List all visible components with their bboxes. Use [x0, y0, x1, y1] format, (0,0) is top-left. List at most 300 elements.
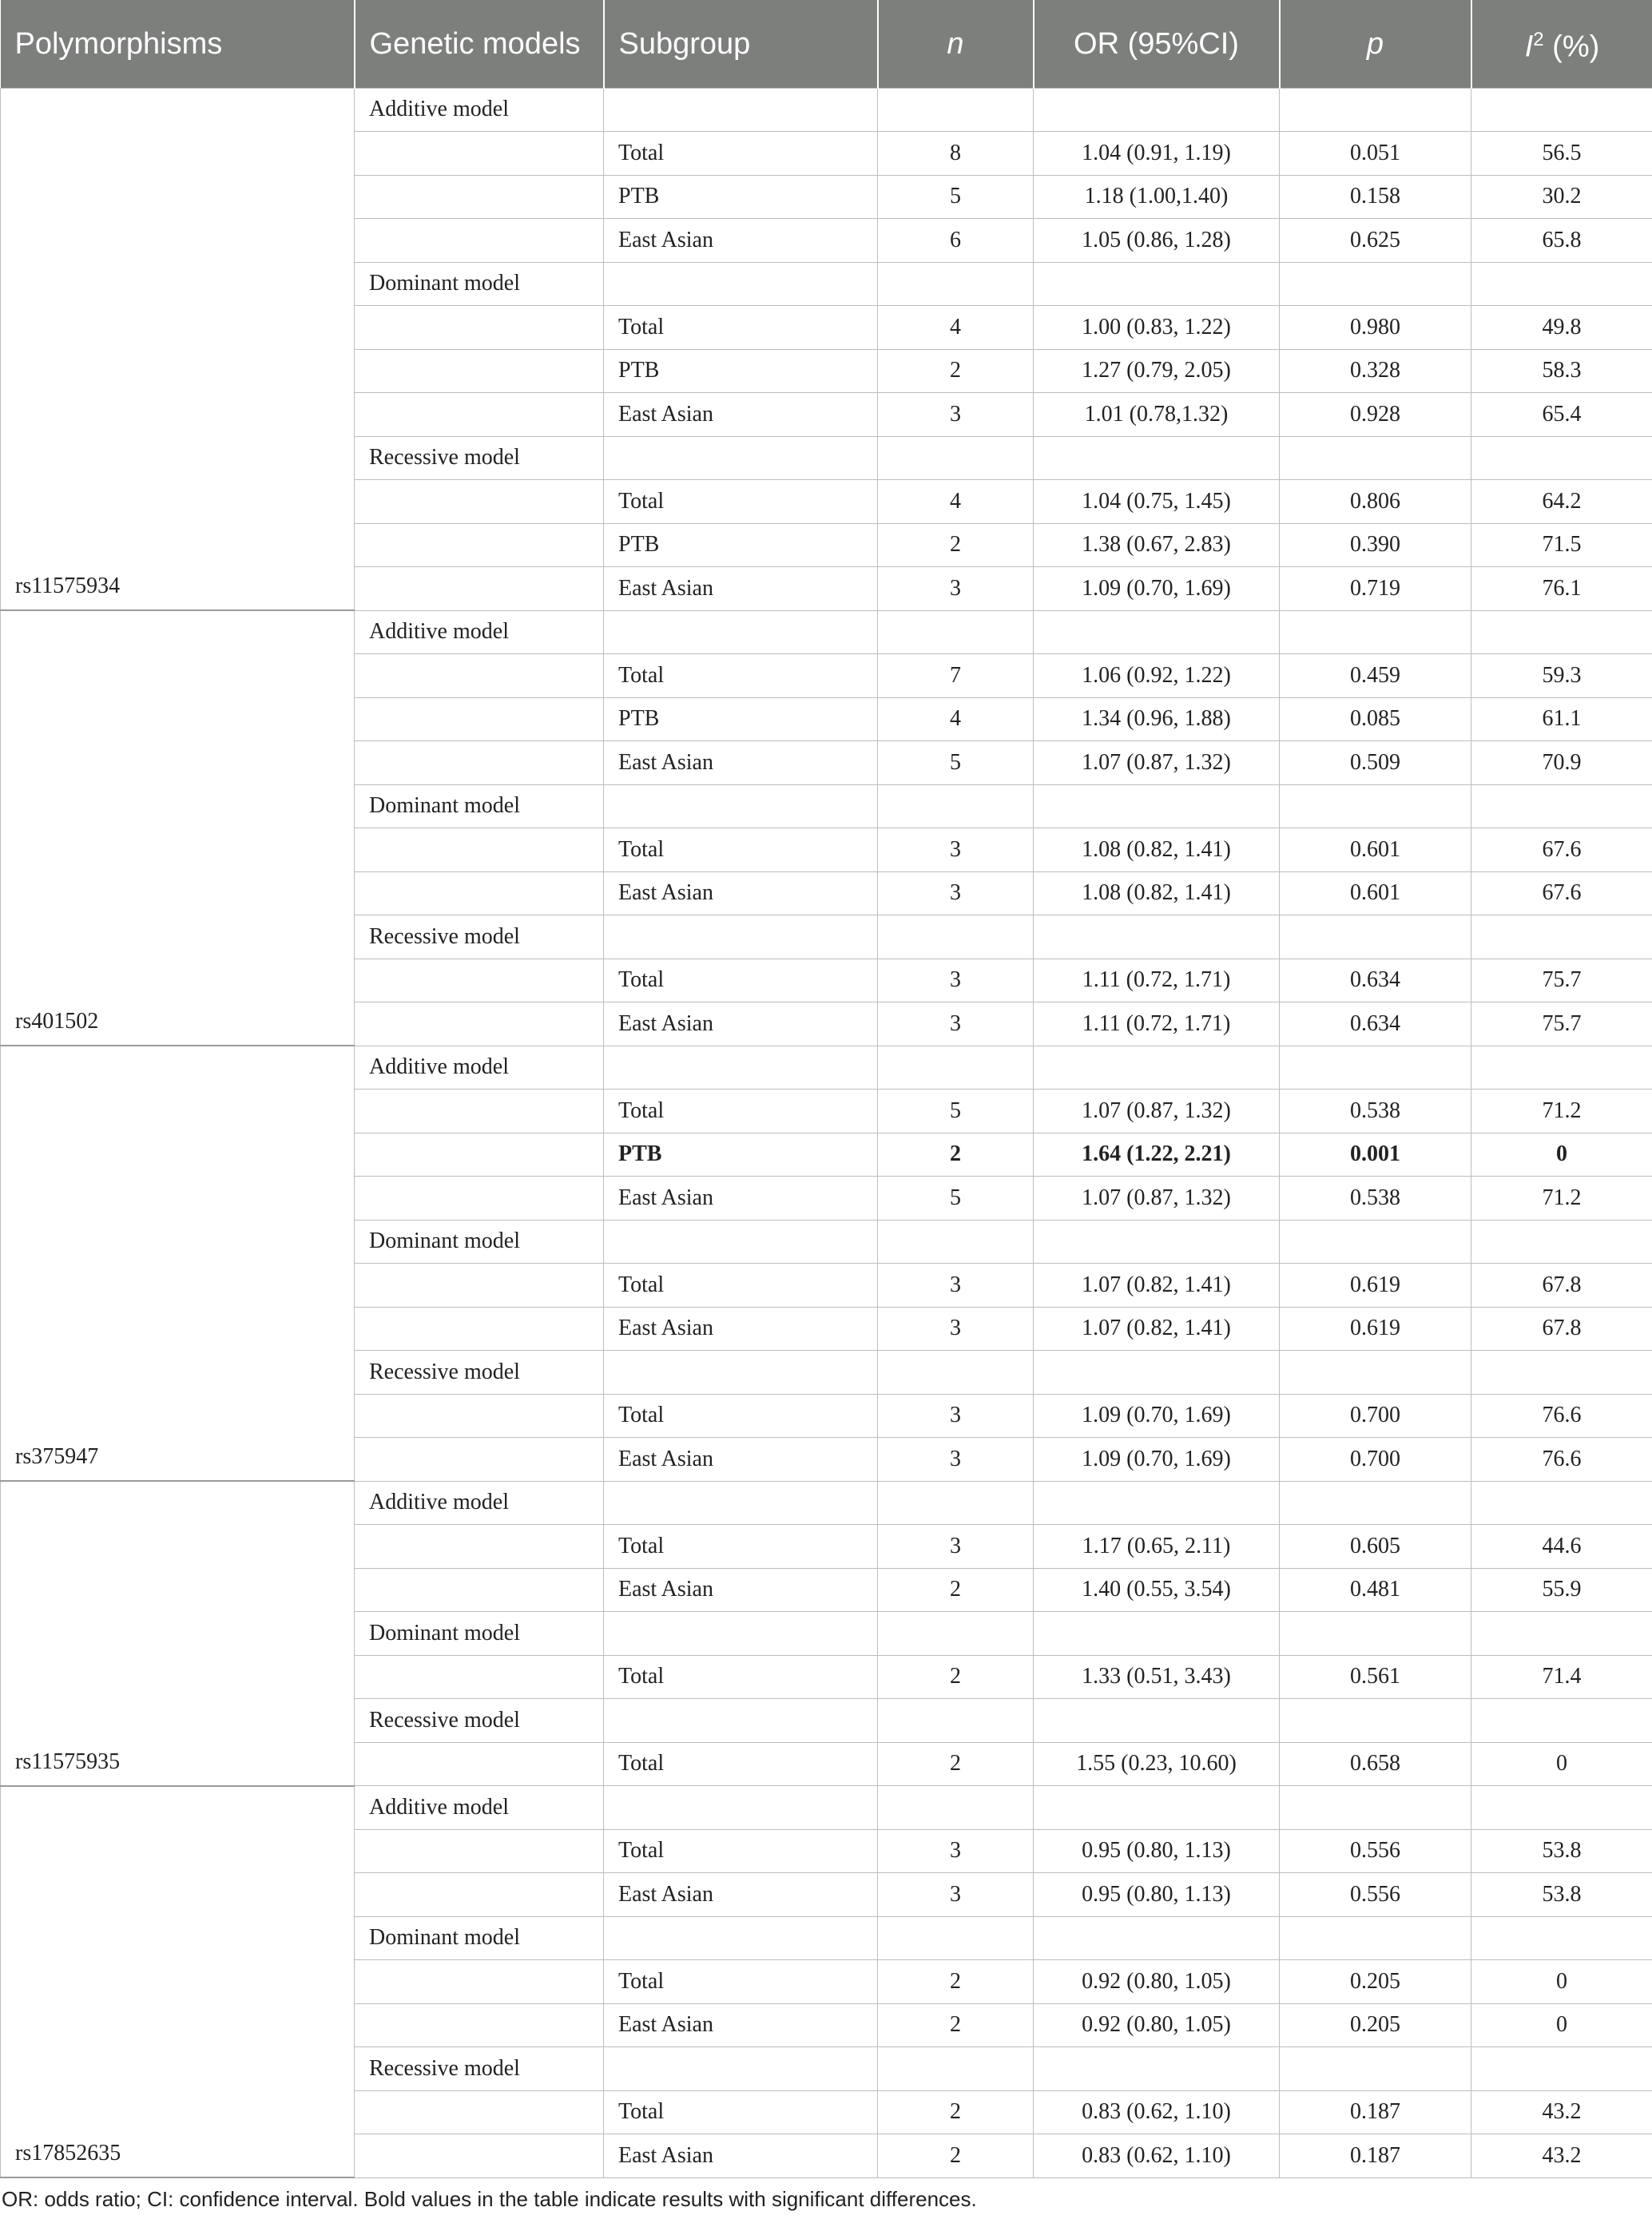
- or-cell: 1.11 (0.72, 1.71): [1034, 1002, 1280, 1046]
- n-cell: 2: [878, 1742, 1034, 1786]
- genetic-model-cell: Dominant model: [355, 262, 604, 306]
- empty-cell: [604, 915, 878, 959]
- n-cell: 5: [878, 1090, 1034, 1133]
- empty-cell: [604, 1916, 878, 1960]
- empty-cell: [355, 2090, 604, 2134]
- empty-cell: [355, 1133, 604, 1177]
- subgroup-cell: East Asian: [604, 1002, 878, 1046]
- or-cell: 1.17 (0.65, 2.11): [1034, 1525, 1280, 1569]
- subgroup-cell: Total: [604, 828, 878, 872]
- n-cell: 3: [878, 828, 1034, 872]
- polymorphism-cell: rs375947: [1, 1046, 355, 1481]
- empty-cell: [355, 132, 604, 176]
- subgroup-cell: East Asian: [604, 1307, 878, 1351]
- subgroup-cell: East Asian: [604, 2003, 878, 2047]
- or-cell: 1.11 (0.72, 1.71): [1034, 959, 1280, 1002]
- empty-cell: [878, 88, 1034, 132]
- empty-cell: [1034, 1916, 1280, 1960]
- genetic-model-cell: Dominant model: [355, 1916, 604, 1960]
- empty-cell: [1034, 88, 1280, 132]
- i2-cell: 71.5: [1471, 523, 1652, 567]
- n-cell: 3: [878, 1873, 1034, 1917]
- n-cell: 2: [878, 1655, 1034, 1699]
- empty-cell: [1280, 88, 1471, 132]
- p-cell: 0.619: [1280, 1307, 1471, 1351]
- n-cell: 3: [878, 567, 1034, 611]
- empty-cell: [1471, 1612, 1652, 1656]
- empty-cell: [355, 1090, 604, 1133]
- subgroup-cell: East Asian: [604, 567, 878, 611]
- empty-cell: [1471, 1220, 1652, 1264]
- n-cell: 2: [878, 1568, 1034, 1612]
- genetic-model-cell: Recessive model: [355, 1699, 604, 1743]
- empty-cell: [1471, 915, 1652, 959]
- subgroup-cell: Total: [604, 2090, 878, 2134]
- i2-cell: 67.8: [1471, 1264, 1652, 1308]
- or-cell: 1.08 (0.82, 1.41): [1034, 871, 1280, 915]
- genetic-model-cell: Recessive model: [355, 436, 604, 480]
- p-cell: 0.605: [1280, 1525, 1471, 1569]
- empty-cell: [355, 1394, 604, 1438]
- genetic-model-cell: Additive model: [355, 88, 604, 132]
- i2-cell: 64.2: [1471, 480, 1652, 524]
- empty-cell: [1471, 88, 1652, 132]
- or-cell: 1.07 (0.87, 1.32): [1034, 1090, 1280, 1133]
- p-cell: 0.601: [1280, 871, 1471, 915]
- empty-cell: [1034, 915, 1280, 959]
- polymorphism-cell: rs11575934: [1, 88, 355, 610]
- empty-cell: [878, 1481, 1034, 1525]
- genetic-model-cell: Recessive model: [355, 1351, 604, 1395]
- i2-cell: 0: [1471, 1133, 1652, 1177]
- n-cell: 3: [878, 1264, 1034, 1308]
- subgroup-cell: East Asian: [604, 393, 878, 437]
- subgroup-cell: Total: [604, 1264, 878, 1308]
- i2-cell: 65.4: [1471, 393, 1652, 437]
- empty-cell: [1034, 784, 1280, 828]
- empty-cell: [878, 436, 1034, 480]
- n-cell: 3: [878, 1394, 1034, 1438]
- i2-cell: 43.2: [1471, 2134, 1652, 2178]
- empty-cell: [1034, 436, 1280, 480]
- empty-cell: [355, 1177, 604, 1221]
- genetic-model-cell: Recessive model: [355, 2047, 604, 2091]
- empty-cell: [1471, 1916, 1652, 1960]
- header-p: [1280, 0, 1471, 88]
- n-cell: 6: [878, 219, 1034, 263]
- i2-cell: 67.6: [1471, 828, 1652, 872]
- or-cell: 1.34 (0.96, 1.88): [1034, 697, 1280, 741]
- empty-cell: [355, 2003, 604, 2047]
- n-cell: 3: [878, 1002, 1034, 1046]
- genetic-model-cell: Additive model: [355, 610, 604, 654]
- empty-cell: [355, 480, 604, 524]
- p-cell: 0.051: [1280, 132, 1471, 176]
- p-cell: 0.390: [1280, 523, 1471, 567]
- empty-cell: [355, 567, 604, 611]
- empty-cell: [355, 1742, 604, 1786]
- header-or: OR (95%CI): [1034, 0, 1280, 88]
- empty-cell: [355, 828, 604, 872]
- or-cell: 1.40 (0.55, 3.54): [1034, 1568, 1280, 1612]
- or-cell: 1.07 (0.82, 1.41): [1034, 1264, 1280, 1308]
- or-cell: 1.06 (0.92, 1.22): [1034, 654, 1280, 698]
- n-cell: 2: [878, 2090, 1034, 2134]
- empty-cell: [878, 1612, 1034, 1656]
- empty-cell: [604, 1351, 878, 1395]
- empty-cell: [878, 610, 1034, 654]
- p-cell: 0.806: [1280, 480, 1471, 524]
- subgroup-cell: PTB: [604, 1133, 878, 1177]
- n-cell: 2: [878, 1133, 1034, 1177]
- empty-cell: [1034, 610, 1280, 654]
- p-cell: 0.538: [1280, 1177, 1471, 1221]
- genetic-model-cell: Additive model: [355, 1046, 604, 1090]
- empty-cell: [1280, 1220, 1471, 1264]
- or-cell: 1.64 (1.22, 2.21): [1034, 1133, 1280, 1177]
- empty-cell: [355, 393, 604, 437]
- empty-cell: [878, 1046, 1034, 1090]
- header-genetic-models: Genetic models: [355, 0, 604, 88]
- n-cell: 4: [878, 697, 1034, 741]
- polymorphism-cell: rs401502: [1, 610, 355, 1046]
- model-row: [1, 610, 1652, 654]
- empty-cell: [878, 2047, 1034, 2091]
- or-cell: 1.38 (0.67, 2.83): [1034, 523, 1280, 567]
- p-cell: 0.658: [1280, 1742, 1471, 1786]
- i2-cell: 49.8: [1471, 306, 1652, 350]
- i2-cell: 0: [1471, 1742, 1652, 1786]
- empty-cell: [604, 1046, 878, 1090]
- subgroup-cell: PTB: [604, 349, 878, 393]
- genetic-model-cell: Additive model: [355, 1481, 604, 1525]
- empty-cell: [1034, 1612, 1280, 1656]
- empty-cell: [1471, 1699, 1652, 1743]
- or-cell: 1.07 (0.87, 1.32): [1034, 1177, 1280, 1221]
- header-p-label: p: [1366, 26, 1384, 61]
- n-cell: 3: [878, 959, 1034, 1002]
- n-cell: 4: [878, 306, 1034, 350]
- empty-cell: [355, 1307, 604, 1351]
- i2-cell: 75.7: [1471, 1002, 1652, 1046]
- i2-cell: 0: [1471, 2003, 1652, 2047]
- subgroup-cell: East Asian: [604, 871, 878, 915]
- or-cell: 1.07 (0.87, 1.32): [1034, 741, 1280, 785]
- empty-cell: [604, 1786, 878, 1830]
- i2-cell: 44.6: [1471, 1525, 1652, 1569]
- empty-cell: [604, 610, 878, 654]
- empty-cell: [355, 175, 604, 219]
- header-i2-unit: (%): [1543, 30, 1600, 65]
- subgroup-cell: East Asian: [604, 1177, 878, 1221]
- or-cell: 0.92 (0.80, 1.05): [1034, 1960, 1280, 2004]
- polymorphism-cell: rs11575935: [1, 1481, 355, 1786]
- empty-cell: [604, 88, 878, 132]
- n-cell: 7: [878, 654, 1034, 698]
- empty-cell: [355, 1525, 604, 1569]
- empty-cell: [1034, 1220, 1280, 1264]
- empty-cell: [1280, 262, 1471, 306]
- empty-cell: [1280, 1481, 1471, 1525]
- empty-cell: [1280, 784, 1471, 828]
- p-cell: 0.205: [1280, 2003, 1471, 2047]
- p-cell: 0.001: [1280, 1133, 1471, 1177]
- n-cell: 8: [878, 132, 1034, 176]
- i2-cell: 53.8: [1471, 1829, 1652, 1873]
- table-header: [1, 0, 1652, 88]
- i2-cell: 53.8: [1471, 1873, 1652, 1917]
- n-cell: 3: [878, 871, 1034, 915]
- or-cell: 1.00 (0.83, 1.22): [1034, 306, 1280, 350]
- empty-cell: [1471, 1351, 1652, 1395]
- empty-cell: [604, 2047, 878, 2091]
- empty-cell: [355, 349, 604, 393]
- empty-cell: [878, 915, 1034, 959]
- or-cell: 1.07 (0.82, 1.41): [1034, 1307, 1280, 1351]
- n-cell: 3: [878, 393, 1034, 437]
- p-cell: 0.634: [1280, 959, 1471, 1002]
- or-cell: 1.08 (0.82, 1.41): [1034, 828, 1280, 872]
- subgroup-cell: Total: [604, 1829, 878, 1873]
- p-cell: 0.328: [1280, 349, 1471, 393]
- subgroup-cell: Total: [604, 1090, 878, 1133]
- n-cell: 3: [878, 1307, 1034, 1351]
- empty-cell: [604, 262, 878, 306]
- header-i2-letter: I: [1524, 30, 1534, 65]
- n-cell: 3: [878, 1829, 1034, 1873]
- or-cell: 1.05 (0.86, 1.28): [1034, 219, 1280, 263]
- n-cell: 5: [878, 1177, 1034, 1221]
- subgroup-cell: PTB: [604, 523, 878, 567]
- table-body: [1, 88, 1652, 2177]
- empty-cell: [355, 1438, 604, 1482]
- or-cell: 1.27 (0.79, 2.05): [1034, 349, 1280, 393]
- empty-cell: [355, 1568, 604, 1612]
- empty-cell: [1280, 915, 1471, 959]
- p-cell: 0.601: [1280, 828, 1471, 872]
- empty-cell: [1034, 262, 1280, 306]
- empty-cell: [1280, 610, 1471, 654]
- empty-cell: [355, 871, 604, 915]
- empty-cell: [604, 1220, 878, 1264]
- p-cell: 0.700: [1280, 1438, 1471, 1482]
- empty-cell: [1034, 1699, 1280, 1743]
- polymorphism-cell: rs17852635: [1, 1786, 355, 2178]
- i2-cell: 30.2: [1471, 175, 1652, 219]
- empty-cell: [355, 1655, 604, 1699]
- or-cell: 1.09 (0.70, 1.69): [1034, 567, 1280, 611]
- n-cell: 2: [878, 1960, 1034, 2004]
- subgroup-cell: Total: [604, 306, 878, 350]
- subgroup-cell: East Asian: [604, 1568, 878, 1612]
- p-cell: 0.187: [1280, 2134, 1471, 2178]
- p-cell: 0.459: [1280, 654, 1471, 698]
- i2-cell: 75.7: [1471, 959, 1652, 1002]
- model-row: [1, 88, 1652, 132]
- genetic-model-cell: Dominant model: [355, 1220, 604, 1264]
- i2-cell: 76.6: [1471, 1394, 1652, 1438]
- n-cell: 5: [878, 175, 1034, 219]
- p-cell: 0.719: [1280, 567, 1471, 611]
- header-n: [878, 0, 1034, 88]
- n-cell: 2: [878, 349, 1034, 393]
- empty-cell: [355, 1829, 604, 1873]
- empty-cell: [878, 1786, 1034, 1830]
- empty-cell: [1471, 262, 1652, 306]
- or-cell: 1.09 (0.70, 1.69): [1034, 1394, 1280, 1438]
- empty-cell: [1034, 1046, 1280, 1090]
- p-cell: 0.619: [1280, 1264, 1471, 1308]
- i2-cell: 76.6: [1471, 1438, 1652, 1482]
- i2-cell: 67.8: [1471, 1307, 1652, 1351]
- or-cell: 1.04 (0.75, 1.45): [1034, 480, 1280, 524]
- subgroup-cell: Total: [604, 1960, 878, 2004]
- n-cell: 2: [878, 2134, 1034, 2178]
- empty-cell: [878, 262, 1034, 306]
- empty-cell: [1034, 1481, 1280, 1525]
- i2-cell: 56.5: [1471, 132, 1652, 176]
- empty-cell: [1034, 1351, 1280, 1395]
- empty-cell: [1280, 1351, 1471, 1395]
- i2-cell: 43.2: [1471, 2090, 1652, 2134]
- n-cell: 4: [878, 480, 1034, 524]
- subgroup-cell: Total: [604, 654, 878, 698]
- empty-cell: [878, 1699, 1034, 1743]
- genetic-model-cell: Recessive model: [355, 915, 604, 959]
- empty-cell: [355, 219, 604, 263]
- or-cell: 1.55 (0.23, 10.60): [1034, 1742, 1280, 1786]
- model-row: [1, 1046, 1652, 1090]
- subgroup-cell: PTB: [604, 175, 878, 219]
- empty-cell: [604, 784, 878, 828]
- subgroup-cell: East Asian: [604, 741, 878, 785]
- or-cell: 1.01 (0.78,1.32): [1034, 393, 1280, 437]
- empty-cell: [1034, 2047, 1280, 2091]
- empty-cell: [355, 523, 604, 567]
- i2-cell: 67.6: [1471, 871, 1652, 915]
- empty-cell: [355, 1264, 604, 1308]
- subgroup-cell: East Asian: [604, 2134, 878, 2178]
- n-cell: 2: [878, 2003, 1034, 2047]
- genetic-model-cell: Additive model: [355, 1786, 604, 1830]
- or-cell: 1.33 (0.51, 3.43): [1034, 1655, 1280, 1699]
- p-cell: 0.561: [1280, 1655, 1471, 1699]
- p-cell: 0.509: [1280, 741, 1471, 785]
- p-cell: 0.556: [1280, 1873, 1471, 1917]
- empty-cell: [1034, 1786, 1280, 1830]
- p-cell: 0.625: [1280, 219, 1471, 263]
- i2-cell: 59.3: [1471, 654, 1652, 698]
- empty-cell: [355, 741, 604, 785]
- i2-cell: 65.8: [1471, 219, 1652, 263]
- empty-cell: [604, 1612, 878, 1656]
- or-cell: 0.83 (0.62, 1.10): [1034, 2090, 1280, 2134]
- subgroup-cell: Total: [604, 1525, 878, 1569]
- i2-cell: 58.3: [1471, 349, 1652, 393]
- subgroup-cell: Total: [604, 959, 878, 1002]
- p-cell: 0.556: [1280, 1829, 1471, 1873]
- empty-cell: [355, 1002, 604, 1046]
- p-cell: 0.538: [1280, 1090, 1471, 1133]
- subgroup-cell: Total: [604, 1655, 878, 1699]
- empty-cell: [355, 306, 604, 350]
- empty-cell: [604, 1481, 878, 1525]
- n-cell: 2: [878, 523, 1034, 567]
- subgroup-cell: Total: [604, 1742, 878, 1786]
- empty-cell: [1471, 1046, 1652, 1090]
- empty-cell: [355, 1873, 604, 1917]
- empty-cell: [1471, 2047, 1652, 2091]
- empty-cell: [1471, 436, 1652, 480]
- subgroup-cell: East Asian: [604, 1438, 878, 1482]
- table-footnote: OR: odds ratio; CI: confidence interval. Bold values in the table indicate results with significant differences.: [2, 2187, 977, 2211]
- p-cell: 0.158: [1280, 175, 1471, 219]
- i2-cell: 70.9: [1471, 741, 1652, 785]
- i2-cell: 61.1: [1471, 697, 1652, 741]
- header-i2-sup: 2: [1533, 29, 1544, 51]
- empty-cell: [1280, 1612, 1471, 1656]
- empty-cell: [1280, 1699, 1471, 1743]
- empty-cell: [878, 784, 1034, 828]
- or-cell: 0.95 (0.80, 1.13): [1034, 1873, 1280, 1917]
- header-polymorphisms: Polymorphisms: [14, 26, 223, 61]
- empty-cell: [1280, 2047, 1471, 2091]
- or-cell: 1.18 (1.00,1.40): [1034, 175, 1280, 219]
- empty-cell: [355, 1960, 604, 2004]
- empty-cell: [355, 2134, 604, 2178]
- header-row: [1, 0, 1652, 88]
- or-cell: 0.83 (0.62, 1.10): [1034, 2134, 1280, 2178]
- or-cell: 0.95 (0.80, 1.13): [1034, 1829, 1280, 1873]
- subgroup-cell: Total: [604, 1394, 878, 1438]
- p-cell: 0.700: [1280, 1394, 1471, 1438]
- empty-cell: [878, 1351, 1034, 1395]
- p-cell: 0.634: [1280, 1002, 1471, 1046]
- empty-cell: [604, 436, 878, 480]
- empty-cell: [1471, 1481, 1652, 1525]
- genetic-model-cell: Dominant model: [355, 784, 604, 828]
- i2-cell: 55.9: [1471, 1568, 1652, 1612]
- p-cell: 0.187: [1280, 2090, 1471, 2134]
- empty-cell: [355, 959, 604, 1002]
- model-row: [1, 1786, 1652, 1830]
- subgroup-cell: PTB: [604, 697, 878, 741]
- empty-cell: [1471, 784, 1652, 828]
- p-cell: 0.928: [1280, 393, 1471, 437]
- header-n-label: n: [947, 26, 964, 61]
- i2-cell: 71.2: [1471, 1090, 1652, 1133]
- i2-cell: 71.4: [1471, 1655, 1652, 1699]
- n-cell: 3: [878, 1525, 1034, 1569]
- header-subgroup: Subgroup: [604, 0, 878, 88]
- model-row: [1, 1481, 1652, 1525]
- empty-cell: [604, 1699, 878, 1743]
- p-cell: 0.980: [1280, 306, 1471, 350]
- i2-cell: 0: [1471, 1960, 1652, 2004]
- empty-cell: [878, 1220, 1034, 1264]
- or-cell: 1.04 (0.91, 1.19): [1034, 132, 1280, 176]
- genetic-model-cell: Dominant model: [355, 1612, 604, 1656]
- subgroup-cell: East Asian: [604, 1873, 878, 1917]
- subgroup-cell: East Asian: [604, 219, 878, 263]
- empty-cell: [1280, 1786, 1471, 1830]
- header-i2: [1471, 0, 1652, 88]
- or-cell: 0.92 (0.80, 1.05): [1034, 2003, 1280, 2047]
- empty-cell: [1280, 436, 1471, 480]
- empty-cell: [1471, 610, 1652, 654]
- i2-cell: 76.1: [1471, 567, 1652, 611]
- n-cell: 3: [878, 1438, 1034, 1482]
